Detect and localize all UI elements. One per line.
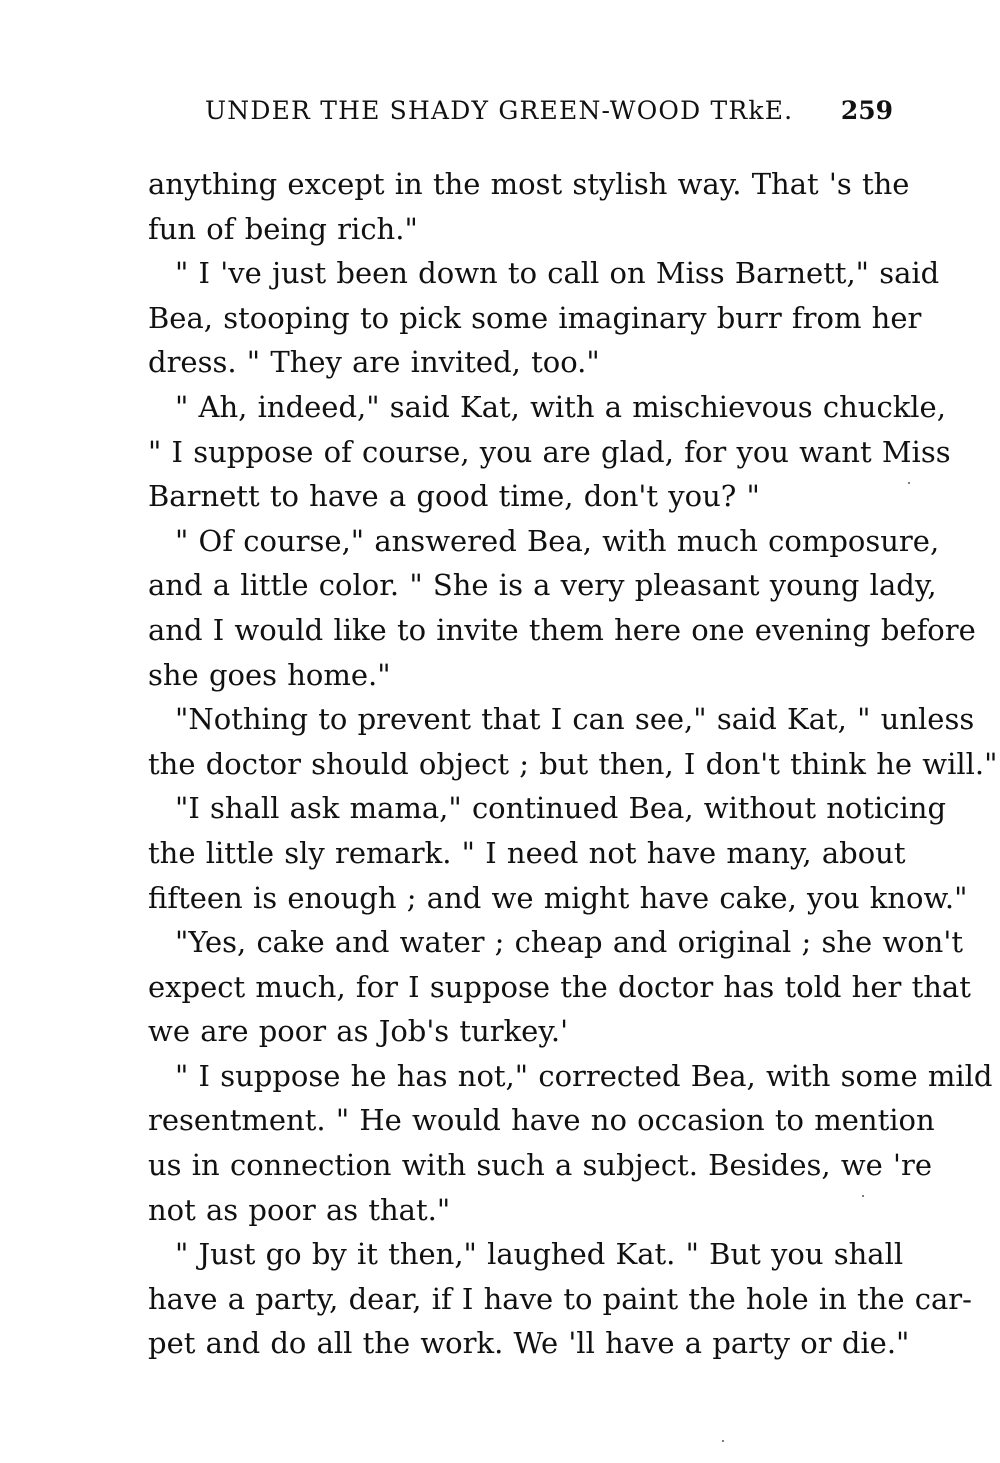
scan-speck [908, 482, 910, 484]
scan-speck [722, 1440, 724, 1442]
text-line: "Yes, cake and water ; cheap and original ; she won't [175, 925, 963, 960]
text-line: expect much, for I suppose the doctor has told her that [148, 969, 971, 1004]
running-head [205, 96, 893, 130]
page-number: 259 [840, 96, 893, 125]
text-line: fun of being rich." [148, 211, 418, 246]
text-line: we are poor as Job's turkey.' [148, 1014, 569, 1049]
text-line: fifteen is enough ; and we might have cake, you know." [148, 880, 968, 915]
chapter-title: UNDER THE SHADY GREEN-WOOD TRkE. [205, 96, 794, 125]
text-line: and I would like to invite them here one evening before [148, 612, 976, 647]
text-line: pet and do all the work. We 'll have a party or die." [148, 1326, 910, 1361]
text-line: resentment. " He would have no occasion to mention [148, 1103, 935, 1138]
text-line: us in connection with such a subject. Besides, we 're [148, 1148, 933, 1183]
text-line: not as poor as that." [148, 1192, 451, 1227]
text-line: " I 've just been down to call on Miss Barnett," said [175, 256, 940, 291]
text-line: Bea, stooping to pick some imaginary burr from her [148, 300, 922, 335]
text-line: and a little color. " She is a very pleasant young lady, [148, 568, 937, 603]
text-line: the little sly remark. " I need not have many, about [148, 835, 906, 870]
text-line: she goes home." [148, 657, 391, 692]
text-line: "Nothing to prevent that I can see," said Kat, " unless [175, 702, 975, 737]
text-line: " Just go by it then," laughed Kat. " But you shall [175, 1237, 904, 1272]
text-line: anything except in the most stylish way. That 's the [148, 167, 910, 201]
body-text [148, 162, 998, 1366]
text-line: " I suppose he has not," corrected Bea, with some mild [175, 1058, 993, 1093]
text-line: dress. " They are invited, too." [148, 345, 600, 380]
scan-speck [862, 1195, 864, 1197]
text-line: " I suppose of course, you are glad, for you want Miss [148, 434, 951, 469]
text-line: have a party, dear, if I have to paint the hole in the car- [148, 1281, 972, 1316]
text-line: "I shall ask mama," continued Bea, without noticing [175, 791, 947, 826]
text-line: Barnett to have a good time, don't you? " [148, 479, 760, 514]
text-line: the doctor should object ; but then, I don't think he will." [148, 746, 998, 781]
text-line: " Ah, indeed," said Kat, with a mischievous chuckle, [175, 389, 946, 424]
text-line: " Of course," answered Bea, with much composure, [175, 523, 940, 558]
